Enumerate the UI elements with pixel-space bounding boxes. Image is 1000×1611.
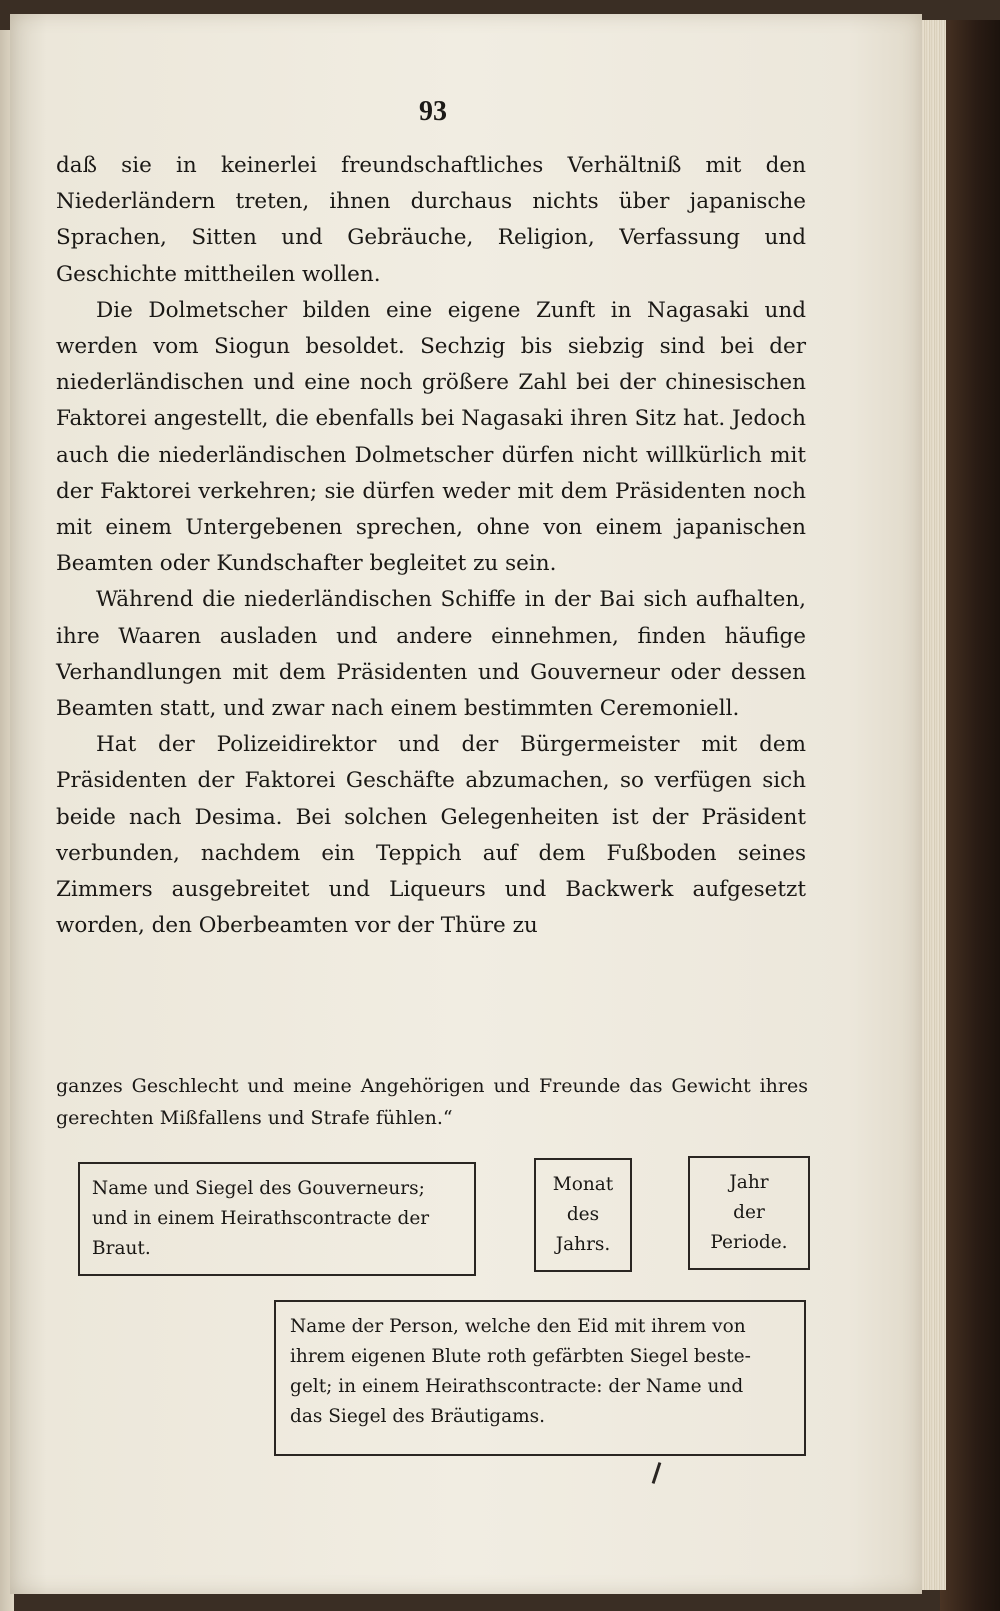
month-box	[534, 1158, 632, 1272]
page-number: 93	[419, 96, 447, 127]
paragraph-4: Hat der Polizeidirektor und der Bürgermeister mit dem Präsidenten der Faktorei Geschäfte abzumachen, so verfügen sich beide nach Desima. Bei solchen Gelegenheiten ist der Präsident verbunden, nachdem ein Teppich auf dem Fußboden seines Zimmers ausgebreitet und Liqueurs und Backwerk aufgesetzt worden, den Oberbeamten vor der Thüre zu	[56, 732, 806, 939]
month-box-line-2: des	[566, 1204, 600, 1225]
person-box-line-1: Name der Person, welche den Eid mit ihrem von	[290, 1316, 746, 1337]
year-box	[688, 1156, 810, 1270]
month-box-line-3: Jahrs.	[555, 1234, 611, 1255]
governor-box-line-3: Braut.	[92, 1238, 151, 1259]
person-box-line-2: ihrem eigenen Blute roth gefärbten Siegel beste-	[290, 1346, 751, 1367]
footnote-text: ganzes Geschlecht und meine Angehörigen und Freunde das Gewicht ihres gerechten Mißfallens und Strafe fühlen.“	[56, 1075, 808, 1129]
paragraph-3: Während die niederländischen Schiffe in der Bai sich aufhalten, ihre Waaren ausladen und andere einnehmen, finden häufige Verhandlungen mit dem Präsidenten und Gouverneur oder dessen Beamten statt, und zwar nach einem bestimmten Ceremoniell.	[56, 587, 806, 722]
year-box-line-3: Periode.	[710, 1232, 788, 1253]
book-page	[10, 14, 922, 1594]
year-box-line-2: der	[733, 1202, 765, 1223]
body-text	[56, 148, 806, 944]
pencil-mark	[652, 1462, 662, 1484]
person-box-line-3: gelt; in einem Heirathscontracte: der Name und	[290, 1376, 744, 1397]
paragraph-2: Die Dolmetscher bilden eine eigene Zunft in Nagasaki und werden vom Siogun besoldet. Sechzig bis siebzig sind bei der niederländischen und eine noch größere Zahl bei der chinesischen Faktorei angestellt, die ebenfalls bei Nagasaki ihren Sitz hat. Jedoch auch die niederländischen Dolmetscher dürfen nicht willkürlich mit der Faktorei verkehren; sie dürfen weder mit dem Präsidenten noch mit einem Untergebenen sprechen, ohne von einem japanischen Beamten oder Kundschafter begleitet zu sein.	[56, 297, 806, 577]
person-seal-box	[274, 1300, 806, 1456]
page-stack-edge	[920, 20, 946, 1590]
book-cover-edge	[940, 20, 1000, 1611]
paragraph-1: daß sie in keinerlei freundschaftliches Verhältniß mit den Niederländern treten, ihnen durchaus nichts über japanische Sprachen, Sitten und Gebräuche, Religion, Verfassung und Geschichte mittheilen wollen.	[56, 153, 806, 287]
year-box-line-1: Jahr	[729, 1172, 769, 1193]
person-box-line-4: das Siegel des Bräutigams.	[290, 1406, 546, 1427]
governor-box-line-2: und in einem Heirathscontracte der	[92, 1208, 430, 1229]
month-box-line-1: Monat	[552, 1174, 614, 1195]
governor-seal-box	[78, 1162, 476, 1276]
governor-box-line-1: Name und Siegel des Gouverneurs;	[92, 1178, 425, 1199]
